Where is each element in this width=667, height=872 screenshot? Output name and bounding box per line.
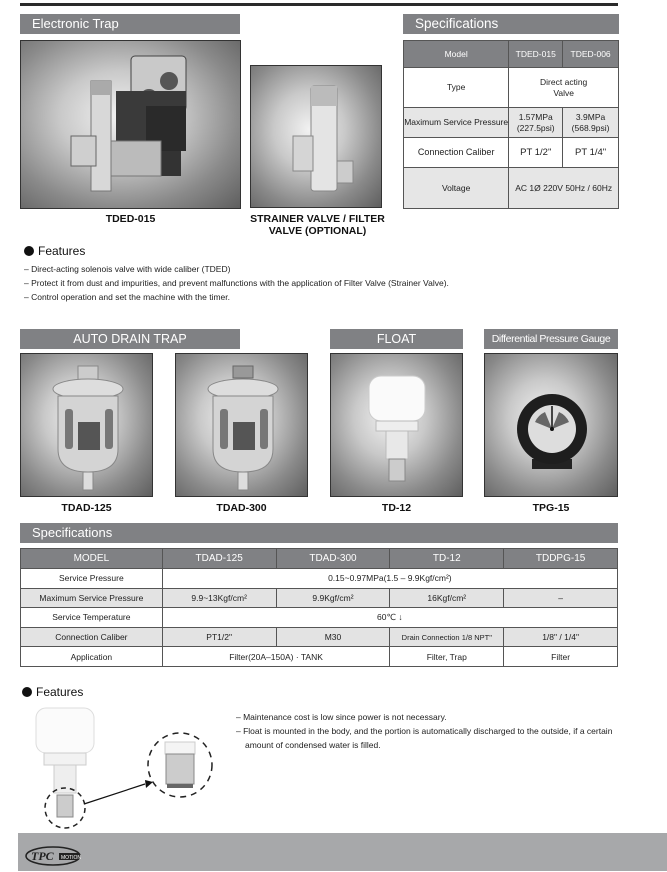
features-list-1: [24, 262, 624, 304]
value-caliber: 1/8" / 1/4": [504, 627, 618, 647]
header-tdad-125: TDAD-125: [162, 549, 276, 569]
feature-item: – Maintenance cost is low since power is not necessary.: [236, 712, 447, 722]
header-tdad-300: TDAD-300: [276, 549, 390, 569]
value-service-pressure: 0.15~0.97MPa(1.5 – 9.9Kgf/cm²): [162, 569, 617, 589]
table-header-row: [21, 549, 618, 569]
table-row: [404, 108, 619, 138]
footer-bar: [18, 833, 667, 871]
float-photo: [330, 353, 463, 497]
header-tddpg-15: TDDPG-15: [504, 549, 618, 569]
value-application-tdad: Filter(20A–150A) · TANK: [162, 647, 390, 667]
section-title-pressure-gauge: Differential Pressure Gauge: [484, 329, 618, 349]
features-title: Features: [36, 685, 84, 699]
row-label-max-pressure: Maximum Service Pressure: [21, 588, 163, 608]
value-type: Direct acting Valve: [509, 68, 619, 108]
row-label-caliber: Connection Caliber: [21, 627, 163, 647]
table-row: [404, 68, 619, 108]
value-max-pressure: 9.9Kgf/cm²: [276, 588, 390, 608]
tpc-logo: [25, 845, 83, 867]
features-list-2: [236, 710, 616, 752]
table-row: [21, 569, 618, 589]
caption-tded-015: TDED-015: [105, 213, 156, 225]
value-caliber-006: PT 1/4": [563, 138, 619, 168]
value-caliber: Drain Connection 1/8 NPT": [390, 627, 504, 647]
value-caliber-015: PT 1/2": [509, 138, 563, 168]
value-application-tddpg: Filter: [504, 647, 618, 667]
section-title-electronic-trap: Electronic Trap: [20, 14, 240, 34]
value-max-pressure: 16Kgf/cm²: [390, 588, 504, 608]
caption-tdad-125: TDAD-125: [61, 502, 112, 514]
section-title-float: FLOAT: [330, 329, 463, 349]
feature-item: – Direct-acting solenois valve with wide caliber (TDED): [24, 264, 231, 274]
feature-item: – Float is mounted in the body, and the portion is automatically discharged to the outside, if a certain amount of condensed water is filled.: [236, 726, 613, 750]
row-label-application: Application: [21, 647, 163, 667]
caption-strainer-valve: STRAINER VALVE / FILTER VALVE (OPTIONAL): [250, 213, 385, 237]
row-label-type: Type: [404, 68, 509, 108]
auto-drain-trap-photo-125: [20, 353, 153, 497]
features-title: Features: [38, 244, 86, 258]
bullet-icon: [22, 687, 32, 697]
header-model: Model: [404, 41, 509, 68]
value-temperature: 60℃ ↓: [162, 608, 617, 628]
row-label-temperature: Service Temperature: [21, 608, 163, 628]
value-voltage: AC 1Ø 220V 50Hz / 60Hz: [509, 168, 619, 209]
row-label-max-pressure: Maximum Service Pressure: [404, 108, 509, 138]
table-row: [404, 168, 619, 209]
value-max-pressure: 9.9~13Kgf/cm²: [162, 588, 276, 608]
value-max-pressure-006: 3.9MPa (568.9psi): [563, 108, 619, 138]
caption-td-12: TD-12: [381, 502, 412, 514]
table-row: [21, 627, 618, 647]
row-label-caliber: Connection Caliber: [404, 138, 509, 168]
auto-drain-trap-photo-300: [175, 353, 308, 497]
section-title-auto-drain-trap: AUTO DRAIN TRAP: [20, 329, 240, 349]
spec-table-electronic-trap: [403, 40, 619, 209]
spec-table-drain-traps: [20, 548, 618, 667]
features-heading-2: [22, 685, 83, 699]
value-caliber: M30: [276, 627, 390, 647]
table-row: [404, 138, 619, 168]
table-row: [21, 588, 618, 608]
feature-item: – Protect it from dust and impurities, and prevent malfunctions with the application of Filter Valve (Strainer Valve).: [24, 278, 449, 288]
header-model: MODEL: [21, 549, 163, 569]
value-max-pressure: –: [504, 588, 618, 608]
header-tded-015: TDED-015: [509, 41, 563, 68]
row-label-voltage: Voltage: [404, 168, 509, 209]
value-application-td12: Filter, Trap: [390, 647, 504, 667]
header-td-12: TD-12: [390, 549, 504, 569]
table-row: [21, 647, 618, 667]
table-header-row: [404, 41, 619, 68]
section-title-specifications: Specifications: [403, 14, 619, 34]
caption-tdad-300: TDAD-300: [216, 502, 267, 514]
table-row: [21, 608, 618, 628]
pressure-gauge-photo: [484, 353, 618, 497]
bullet-icon: [24, 246, 34, 256]
section-title-specifications-2: Specifications: [20, 523, 618, 543]
tpc-logo-text: TPC: [31, 849, 54, 863]
float-detail-illustration: [20, 700, 230, 830]
top-rule: [20, 3, 618, 6]
value-max-pressure-015: 1.57MPa (227.5psi): [509, 108, 563, 138]
feature-item: – Control operation and set the machine with the timer.: [24, 292, 231, 302]
row-label-service-pressure: Service Pressure: [21, 569, 163, 589]
value-caliber: PT1/2": [162, 627, 276, 647]
electronic-trap-photo: [20, 40, 241, 209]
tpc-logo-sub: MOTION: [61, 855, 81, 861]
caption-tpg-15: TPG-15: [532, 502, 570, 514]
strainer-valve-photo: [250, 65, 382, 208]
header-tded-006: TDED-006: [563, 41, 619, 68]
features-heading-1: [24, 244, 85, 258]
